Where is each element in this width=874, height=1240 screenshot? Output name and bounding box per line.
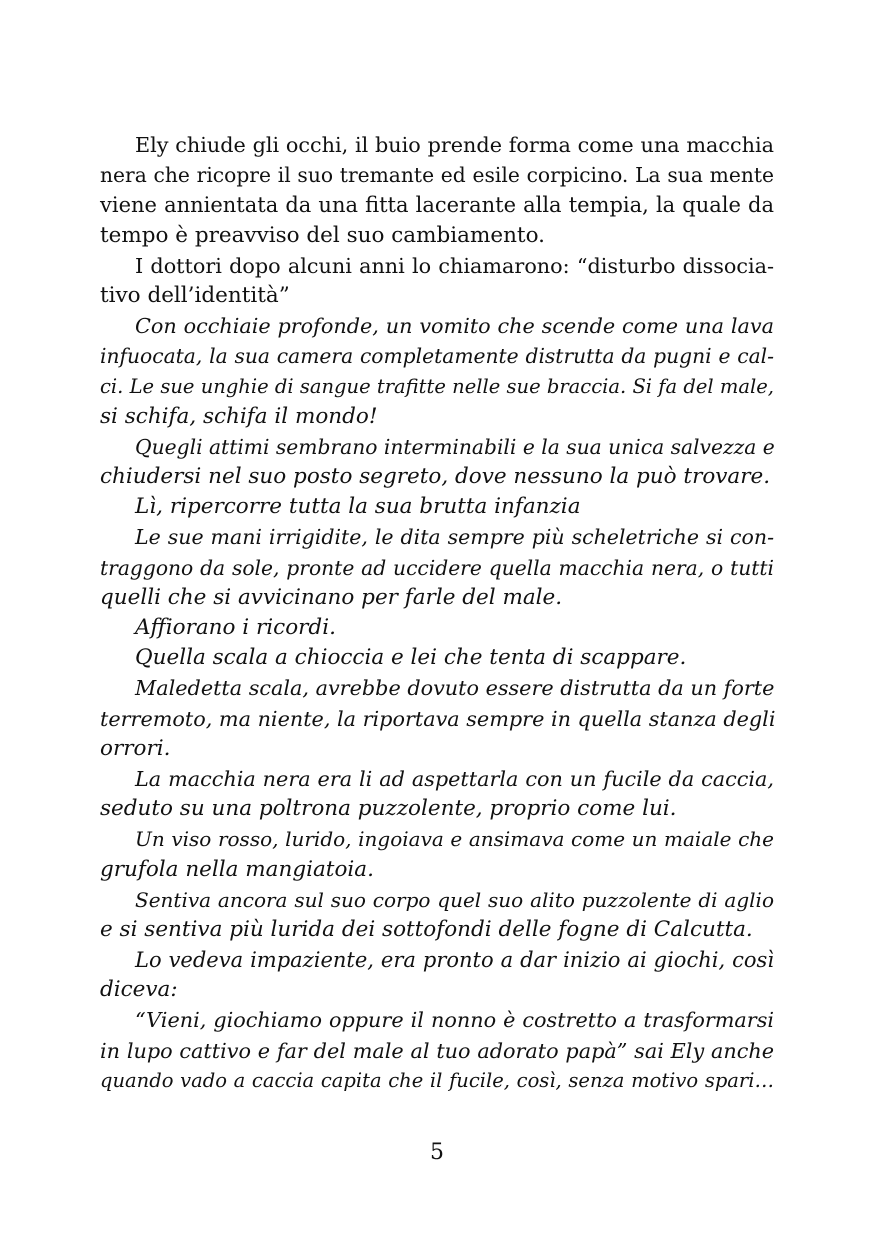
- text-line: ci. Le sue unghie di sangue trafitte nelle sue braccia. Si fa del male,: [100, 374, 774, 398]
- text-line: orrori.: [100, 735, 171, 761]
- text-line: grufola nella mangiatoia.: [100, 856, 374, 882]
- text-line: Quegli attimi sembrano interminabili e la sua unica salvezza e: [135, 434, 775, 459]
- text-line: infuocata, la sua camera completamente distrutta da pugni e cal-: [100, 344, 774, 369]
- page-number: 5: [430, 1140, 444, 1165]
- text-line: terremoto, ma niente, la riportava sempre in quella stanza degli: [100, 706, 776, 731]
- text-line: tivo dell’identità”: [100, 282, 290, 308]
- text-line: viene annientata da una fitta lacerante alla tempia, la quale da: [100, 193, 774, 218]
- text-line: Lo vedeva impaziente, era pronto a dar inizio ai giochi, così: [135, 948, 774, 973]
- text-line: La macchia nera era li ad aspettarla con un fucile da caccia,: [135, 766, 774, 791]
- body-text: [100, 130, 774, 1096]
- text-line: Le sue mani irrigidite, le dita sempre più scheletriche si con-: [135, 525, 774, 550]
- text-line: Sentiva ancora sul suo corpo quel suo alito puzzolente di aglio: [135, 887, 774, 912]
- text-line: diceva:: [100, 977, 178, 1003]
- text-line: in lupo cattivo e far del male al tuo adorato papà” sai Ely anche: [100, 1038, 774, 1063]
- text-line: I dottori dopo alcuni anni lo chiamarono: “disturbo dissocia-: [135, 253, 774, 278]
- text-line: e si sentiva più lurida dei sottofondi delle fogne di Calcutta.: [100, 916, 753, 942]
- text-line: Affiorano i ricordi.: [135, 615, 336, 640]
- text-line: quelli che si avvicinano per farle del male.: [100, 584, 563, 610]
- text-line: traggono da sole, pronte ad uccidere quella macchia nera, o tutti: [100, 555, 774, 580]
- text-line: Con occhiaie profonde, un vomito che scende come una lava: [135, 314, 774, 339]
- text-line: Quella scala a chioccia e lei che tenta di scappare.: [135, 645, 687, 671]
- text-line: chiudersi nel suo posto segreto, dove nessuno la può trovare.: [100, 464, 771, 490]
- text-line: tempo è preavviso del suo cambiamento.: [100, 222, 545, 248]
- text-line: Ely chiude gli occhi, il buio prende forma come una macchia: [135, 133, 774, 157]
- text-line: quando vado a caccia capita che il fucile, così, senza motivo spari…: [100, 1068, 774, 1092]
- text-line: nera che ricopre il suo tremante ed esile corpicino. La sua mente: [100, 163, 774, 188]
- text-line: si schifa, schifa il mondo!: [100, 403, 378, 429]
- text-line: Maledetta scala, avrebbe dovuto essere distrutta da un forte: [135, 676, 775, 701]
- text-line: seduto su una poltrona puzzolente, proprio come lui.: [100, 796, 677, 822]
- text-line: Lì, ripercorre tutta la sua brutta infanzia: [135, 494, 581, 520]
- text-line: Un viso rosso, lurido, ingoiava e ansimava come un maiale che: [135, 827, 774, 852]
- text-line: “Vieni, giochiamo oppure il nonno è costretto a trasformarsi: [135, 1008, 774, 1033]
